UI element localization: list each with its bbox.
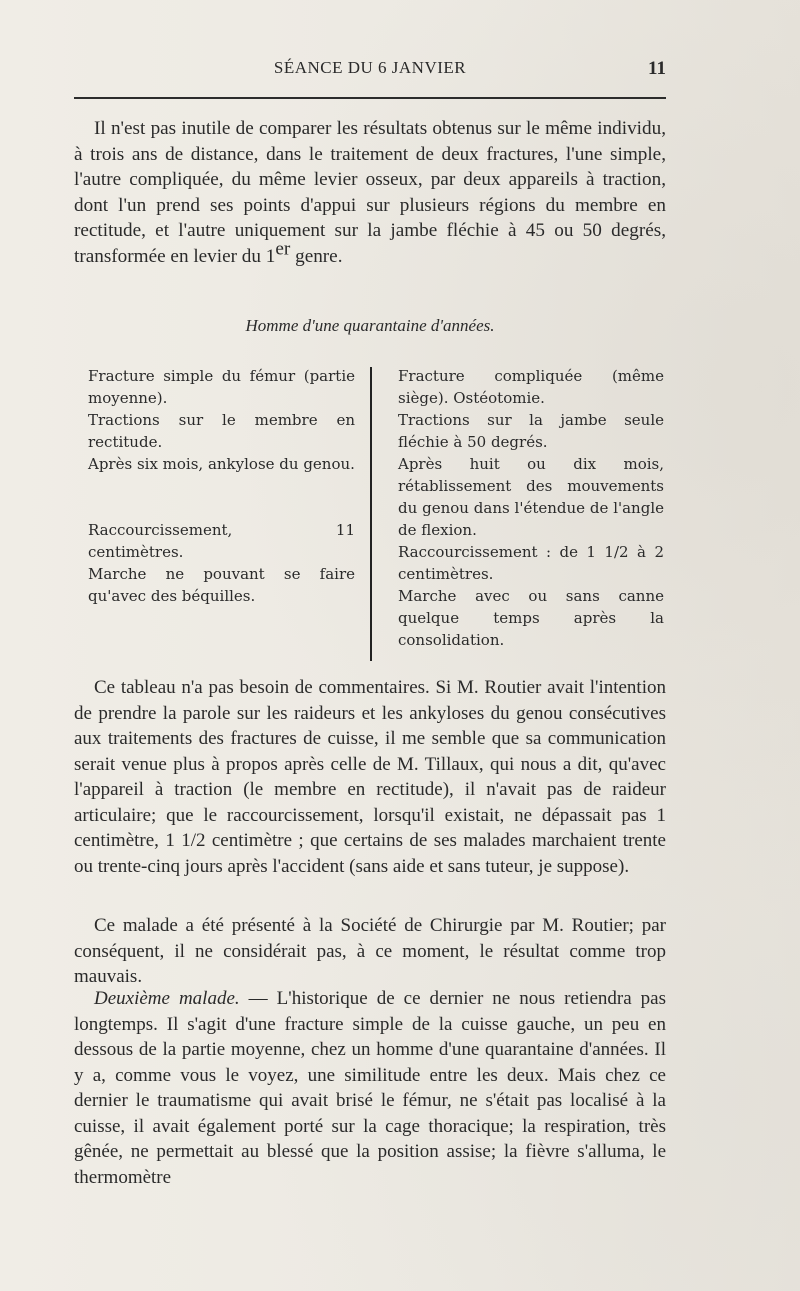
column-divider [370,367,372,661]
left-entry-outcome: Après six mois, ankylose du genou. [88,455,355,473]
commentary-paragraph [74,675,666,879]
case-title: Homme d'une quarantaine d'années. [245,316,495,335]
column-spacer [88,475,355,519]
compound-fracture-column [398,365,664,651]
simple-fracture-column [88,365,355,607]
right-entry-walking: Marche avec ou sans canne quelque temps après la consolidation. [398,587,664,649]
header-rule [74,97,666,99]
running-title: SÉANCE DU 6 JANVIER [273,58,467,77]
left-entry-traction: Tractions sur le membre en rectitude. [88,411,355,451]
right-entry-shortening: Raccourcissement : de 1 1/2 à 2 centimètres. [398,543,664,583]
commentary-text: Ce tableau n'a pas besoin de commentaires. Si M. Routier avait l'intention de prendre la parole sur les raideurs et les ankyloses du genou consécutives aux traitements des fractures de cuisse, il me semble que sa communication serait venue plus à propos après celle de M. Tillaux, qui nous a dit, qu'avec l'appareil à traction (le membre en rectitude), il n'avait pas de raideur articulaire; que le raccourcissement, lorsqu'il existait, ne dépassait pas 1 centimètre, 1 1/2 centimètre ; que certains de ses malades marchaient trente ou trente-cinq jours après l'accident (sans aide et sans tuteur, je suppose). [74,677,666,877]
left-entry-walking: Marche ne pouvant se faire qu'avec des béquilles. [88,565,355,605]
left-entry-fracture: Fracture simple du fémur (partie moyenne). [88,367,355,407]
intro-paragraph [74,116,666,269]
intro-text: Il n'est pas inutile de comparer les résultats obtenus sur le même individu, à trois ans de distance, dans le traitement de deux fractures, l'une simple, l'autre compliquée, du même levier osseux, par deux appareils à traction, dont l'un prend ses points d'appui sur plusieurs régions du membre en rectitude, et l'autre uniquement sur la jambe fléchie à 45 ou 50 degrés, transformée en levier du 1 [74,118,666,267]
presentation-paragraph [74,913,666,990]
intro-text-end: genre. [290,245,343,267]
page-header [74,58,666,88]
presentation-text: Ce malade a été présenté à la Société de Chirurgie par M. Routier; par conséquent, il ne considérait pas, à ce moment, le résultat comme trop mauvais. [74,915,666,987]
comparison-table [88,365,666,657]
right-entry-traction: Tractions sur la jambe seule fléchie à 50 degrés. [398,411,664,451]
page-number: 11 [648,58,666,79]
intro-superscript: er [275,238,291,260]
second-case-text: — L'historique de ce dernier ne nous retiendra pas longtemps. Il s'agit d'une fracture simple de la cuisse gauche, un peu en dessous de la partie moyenne, chez un homme d'une quarantaine d'années. Il y a, comme vous le voyez, une similitude entre les deux. Mais chez ce dernier le traumatisme qui avait brisé le fémur, ne s'était pas localisé à la cuisse, il avait également porté sur la cage thoracique; la respiration, très gênée, ne permettait au blessé que la position assise; la fièvre s'alluma, le thermomètre [74,988,666,1188]
right-entry-fracture: Fracture compliquée (même siège). Ostéotomie. [398,367,664,407]
second-case-label: Deuxième malade. [94,988,240,1009]
right-entry-outcome: Après huit ou dix mois, rétablissement des mouvements du genou dans l'étendue de l'angle de flexion. [398,455,664,539]
second-case-paragraph [74,986,666,1190]
left-entry-shortening: Raccourcissement, 11 centimètres. [88,521,355,561]
